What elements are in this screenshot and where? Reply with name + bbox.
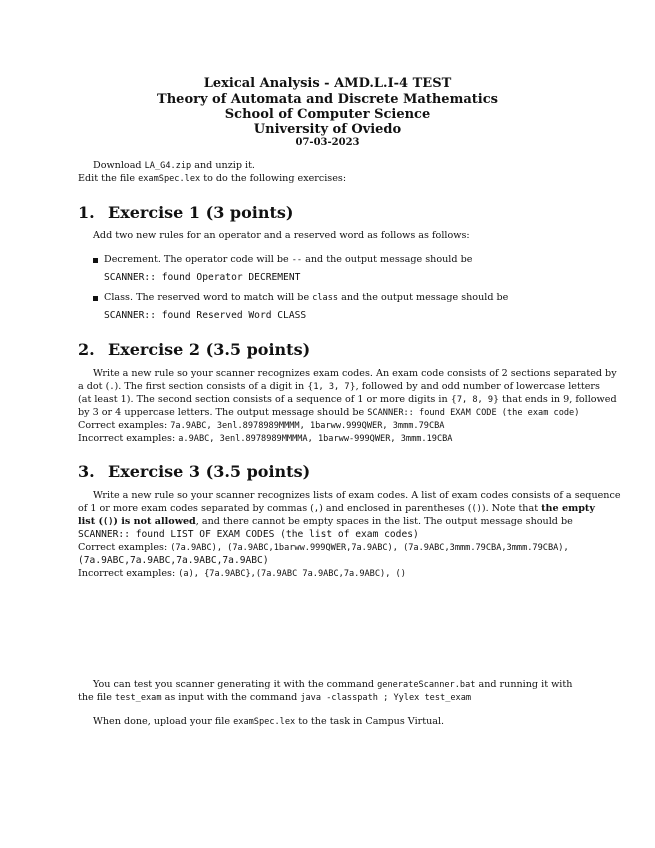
zip-filename: LA_G4.zip [144,161,192,171]
doc-date: 07-03-2023 [295,137,360,148]
doc-title: Lexical Analysis - AMD.L.I-4 TEST [203,76,452,91]
ex1-bullet-class: Class. The reserved word to match will be class and the output message should be [104,292,509,303]
footer-upload-line: When done, upload your file examSpec.lex to the task in Campus Virtual. [93,716,445,727]
section-heading-1: 1. Exercise 1 (3 points) [78,203,294,222]
ex2-correct-examples: Correct examples: 7a.9ABC, 3enl.8978989MMMM, 1barww.999QWER, 3mmm.79CBA [78,420,445,431]
ex2-line-4: by 3 or 4 uppercase letters. The output message should be SCANNER:: found EXAM CODE (the exam code) [78,407,580,418]
ex3-correct-examples-cont: (7a.9ABC,7a.9ABC,7a.9ABC,7a.9ABC) [78,555,269,566]
university-name: University of Oviedo [253,122,402,137]
ex3-incorrect-examples: Incorrect examples: (a), {7a.9ABC},(7a.9ABC 7a.9ABC,7a.9ABC), () [78,568,406,579]
section-heading-2: 2. Exercise 2 (3.5 points) [78,340,311,359]
ex1-bullet-decrement: Decrement. The operator code will be -- and the output message should be [104,254,473,265]
generate-command: generateScanner.bat [377,680,476,690]
ex2-incorrect-examples: Incorrect examples: a.9ABC, 3enl.8978989MMMMA, 1barww-999QWER, 3mmm.19CBA [78,433,453,444]
school-name: School of Computer Science [224,107,431,122]
bullet-icon [93,258,98,263]
ex3-line-3: list (()) is not allowed, and there cannot be empty spaces in the list. The output message should be [78,516,573,527]
spec-filename: examSpec.lex [138,174,201,184]
ex1-class-message: SCANNER:: found Reserved Word CLASS [104,310,307,321]
upload-filename: examSpec.lex [233,717,296,727]
ex2-line-3: (at least 1). The second section consists of a sequence of 1 or more digits in {7, 8, 9} that ends in 9, followed [78,394,617,405]
ex3-line-2: of 1 or more exam codes separated by commas (,) and enclosed in parentheses (()). Note that the empty [78,503,595,514]
ex2-output-message: SCANNER:: found EXAM CODE (the exam code) [367,408,580,418]
ex3-correct-examples: Correct examples: (7a.9ABC), (7a.9ABC,1barww.999QWER,7a.9ABC), (7a.9ABC,3mmm.79CBA,3mmm.79CBA), [78,542,569,553]
ex2-line-1: Write a new rule so your scanner recognizes exam codes. An exam code consists of 2 sections separated by [93,368,617,379]
test-filename: test_exam [114,693,162,703]
ex2-line-2: a dot (.). The first section consists of a digit in {1, 3, 7}, followed by and odd number of lowercase letters [78,381,600,392]
intro-download-line: Download LA_G4.zip and unzip it. [93,160,255,171]
footer-test-line-1: You can test you scanner generating it with the command generateScanner.bat and running it with [93,679,573,690]
course-name: Theory of Automata and Discrete Mathematics [157,92,498,107]
run-command: java -classpath ; Yylex test_exam [300,693,472,703]
footer-test-line-2: the file test_exam as input with the command java -classpath ; Yylex test_exam [78,692,472,703]
section-heading-3: 3. Exercise 3 (3.5 points) [78,462,311,481]
ex1-intro: Add two new rules for an operator and a reserved word as follows as follows: [93,230,470,241]
bullet-icon [93,296,98,301]
ex3-line-1: Write a new rule so your scanner recognizes lists of exam codes. A list of exam codes consists of a sequence [93,490,621,501]
ex1-decrement-message: SCANNER:: found Operator DECREMENT [104,272,301,283]
ex3-output-message: SCANNER:: found LIST OF EXAM CODES (the list of exam codes) [78,529,419,540]
intro-edit-line: Edit the file examSpec.lex to do the following exercises: [78,173,347,184]
